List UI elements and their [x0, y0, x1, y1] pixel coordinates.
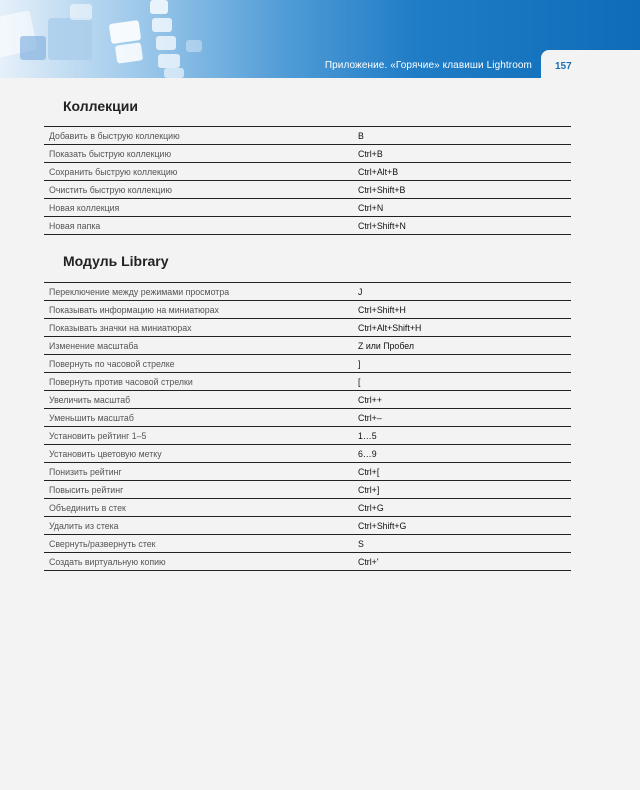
shortcut-key: Ctrl+–	[358, 409, 571, 427]
section-title-collections: Коллекции	[63, 98, 138, 114]
shortcut-action: Новая коллекция	[44, 199, 358, 217]
shortcut-action: Объединить в стек	[44, 499, 358, 517]
shortcut-key: Ctrl+G	[358, 499, 571, 517]
shortcut-table-library	[44, 282, 571, 571]
shortcut-action: Очистить быструю коллекцию	[44, 181, 358, 199]
decorative-square	[158, 54, 180, 68]
shortcut-action: Свернуть/развернуть стек	[44, 535, 358, 553]
shortcut-key: 1…5	[358, 427, 571, 445]
decorative-square	[186, 40, 202, 52]
shortcut-action: Показывать информацию на миниатюрах	[44, 301, 358, 319]
table-row	[44, 409, 571, 427]
shortcut-action: Повернуть по часовой стрелке	[44, 355, 358, 373]
decorative-square	[152, 18, 172, 32]
shortcut-key: Ctrl+Shift+H	[358, 301, 571, 319]
shortcut-action: Создать виртуальную копию	[44, 553, 358, 571]
shortcut-action: Показывать значки на миниатюрах	[44, 319, 358, 337]
shortcut-key: 6…9	[358, 445, 571, 463]
shortcut-key: Ctrl+N	[358, 199, 571, 217]
shortcut-key: Ctrl+Shift+N	[358, 217, 571, 235]
shortcut-action: Изменение масштаба	[44, 337, 358, 355]
table-row	[44, 463, 571, 481]
shortcut-key: Ctrl+'	[358, 553, 571, 571]
decorative-square	[109, 20, 141, 44]
shortcut-action: Понизить рейтинг	[44, 463, 358, 481]
shortcut-action: Установить цветовую метку	[44, 445, 358, 463]
shortcut-key: Ctrl+B	[358, 145, 571, 163]
shortcut-key: Ctrl+[	[358, 463, 571, 481]
shortcut-action: Новая папка	[44, 217, 358, 235]
table-row	[44, 355, 571, 373]
table-row	[44, 481, 571, 499]
table-row	[44, 319, 571, 337]
table-row	[44, 499, 571, 517]
shortcut-action: Добавить в быструю коллекцию	[44, 127, 358, 145]
shortcut-action: Переключение между режимами просмотра	[44, 283, 358, 301]
shortcut-action: Показать быструю коллекцию	[44, 145, 358, 163]
section-title-library: Модуль Library	[63, 253, 169, 269]
decorative-square	[70, 4, 92, 20]
shortcut-action: Установить рейтинг 1–5	[44, 427, 358, 445]
table-row	[44, 337, 571, 355]
table-row	[44, 373, 571, 391]
shortcut-action: Повысить рейтинг	[44, 481, 358, 499]
decorative-square	[20, 36, 46, 60]
shortcut-key: Ctrl+Alt+Shift+H	[358, 319, 571, 337]
shortcut-key: B	[358, 127, 571, 145]
decorative-square	[150, 0, 168, 14]
shortcut-key: Ctrl+Shift+G	[358, 517, 571, 535]
table-row	[44, 301, 571, 319]
table-row	[44, 199, 571, 217]
decorative-square	[164, 68, 184, 78]
shortcut-key: Ctrl+]	[358, 481, 571, 499]
shortcut-key: Ctrl+Alt+B	[358, 163, 571, 181]
table-row	[44, 145, 571, 163]
decorative-square	[115, 42, 143, 63]
decorative-square	[48, 18, 92, 60]
shortcut-action: Удалить из стека	[44, 517, 358, 535]
table-row	[44, 553, 571, 571]
running-head: Приложение. «Горячие» клавиши Lightroom	[324, 60, 532, 71]
table-row	[44, 283, 571, 301]
table-row	[44, 517, 571, 535]
table-row	[44, 181, 571, 199]
shortcut-action: Сохранить быструю коллекцию	[44, 163, 358, 181]
table-row	[44, 427, 571, 445]
table-row	[44, 535, 571, 553]
shortcut-action: Увеличить масштаб	[44, 391, 358, 409]
page-number: 157	[555, 61, 572, 72]
decorative-square	[156, 36, 176, 50]
table-row	[44, 445, 571, 463]
shortcut-key: Z или Пробел	[358, 337, 571, 355]
shortcut-key: S	[358, 535, 571, 553]
shortcut-key: ]	[358, 355, 571, 373]
table-row	[44, 127, 571, 145]
table-row	[44, 217, 571, 235]
shortcut-key: Ctrl+Shift+B	[358, 181, 571, 199]
shortcut-key: J	[358, 283, 571, 301]
shortcut-table-collections	[44, 126, 571, 235]
table-row	[44, 391, 571, 409]
shortcut-action: Повернуть против часовой стрелки	[44, 373, 358, 391]
shortcut-key: [	[358, 373, 571, 391]
shortcut-action: Уменьшить масштаб	[44, 409, 358, 427]
table-row	[44, 163, 571, 181]
shortcut-key: Ctrl++	[358, 391, 571, 409]
